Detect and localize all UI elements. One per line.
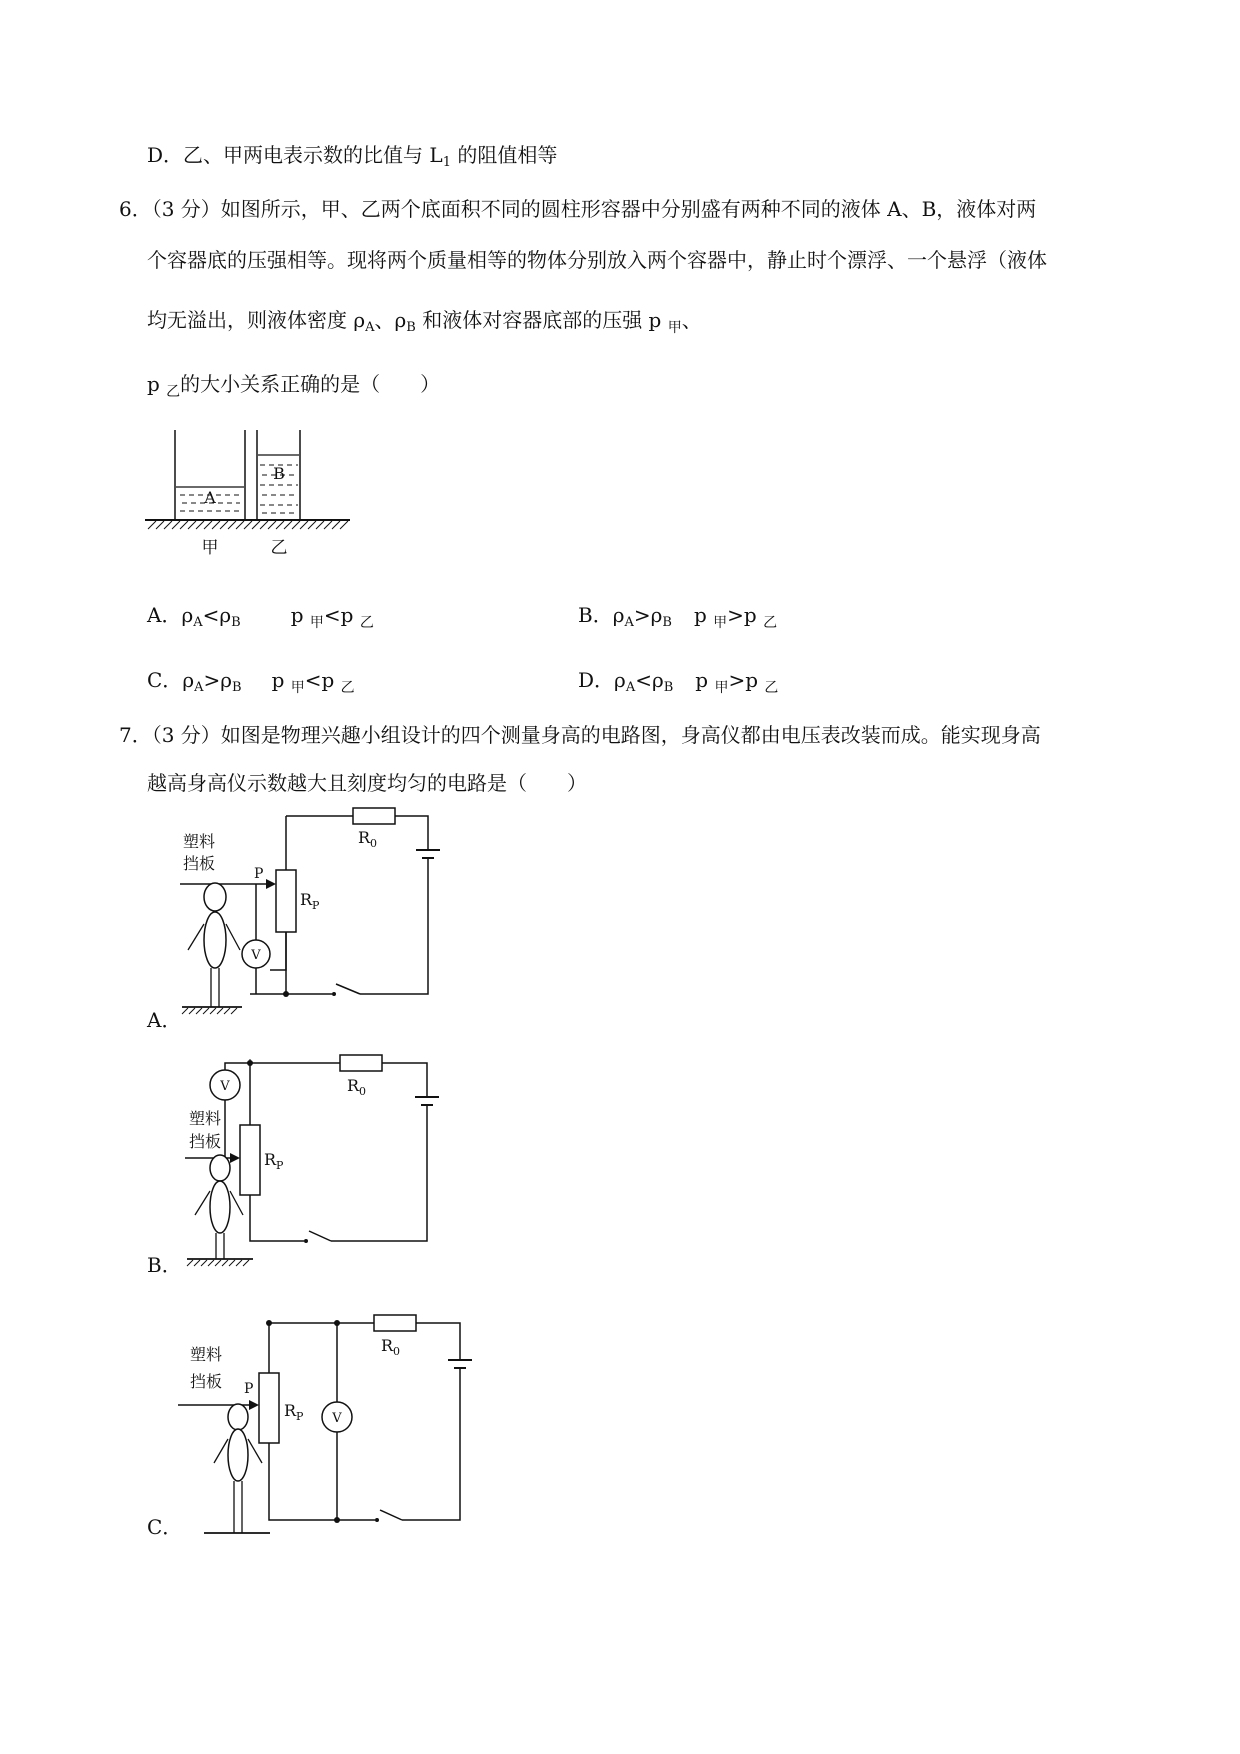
q6-stem-line1: 6．（3 分）如图所示，甲、乙两个底面积不同的圆柱形容器中分别盛有两种不同的液体 A、B，液体对两 xyxy=(119,197,1037,221)
q7-option-b-label: B． xyxy=(147,1253,182,1277)
r0-label: $R_0$ xyxy=(347,1076,367,1098)
liquid-b-label: B xyxy=(273,464,285,483)
q7-stem-line1: 7．（3 分）如图是物理兴趣小组设计的四个测量身高的电路图，身高仪都由电压表改装而成。能实现身高 xyxy=(119,723,1041,747)
plastic-label-bottom: 挡板 xyxy=(189,1372,223,1391)
plastic-label-top: 塑料 xyxy=(188,1109,222,1128)
r0-label: $R_0$ xyxy=(358,828,378,850)
rp-label: $R_P$ xyxy=(284,1401,304,1423)
q7-stem-line2: 越高身高仪示数越大且刻度均匀的电路是（ ） xyxy=(147,771,587,795)
slider-p-label: P xyxy=(254,866,264,882)
rp-label: $R_P$ xyxy=(264,1150,284,1172)
plastic-label-bottom: 挡板 xyxy=(182,854,216,873)
rp-label: $R_P$ xyxy=(300,890,320,912)
voltmeter-label: V xyxy=(220,1079,230,1094)
circuit-diagram-b xyxy=(175,1045,465,1275)
container-left-label: 甲 xyxy=(201,538,219,558)
container-right-label: 乙 xyxy=(270,538,288,558)
circuit-diagram-c xyxy=(170,1305,490,1535)
q6-stem-line2: 个容器底的压强相等。现将两个质量相等的物体分别放入两个容器中，静止时个漂浮、一个悬浮（液体 xyxy=(147,248,1047,272)
q6-stem-line4: p $_乙$的大小关系正确的是（ ） xyxy=(147,372,441,400)
q6-stem-line3: 均无溢出，则液体密度 $\rho_A$、$\rho_B$ 和液体对容器底部的压强 p $_甲$、 xyxy=(147,308,702,336)
liquid-a-label: A xyxy=(204,488,216,507)
circuit-diagram-a xyxy=(160,800,450,1020)
r0-label: $R_0$ xyxy=(381,1336,401,1358)
voltmeter-label: V xyxy=(332,1411,342,1426)
voltmeter-label: V xyxy=(251,948,261,963)
plastic-label-top: 塑料 xyxy=(189,1345,223,1364)
plastic-label-top: 塑料 xyxy=(182,832,216,851)
q6-option-a: A．$\rho_A<\rho_B$ p $_甲$<p $_乙$ xyxy=(147,603,374,631)
q7-option-c-label: C． xyxy=(147,1515,183,1539)
q6-container-figure xyxy=(140,425,360,565)
plastic-label-bottom: 挡板 xyxy=(188,1132,222,1151)
q6-option-d: D．$\rho_A<\rho_B$ p $_甲$>p $_乙$ xyxy=(578,668,779,696)
q6-option-c: C．$\rho_A>\rho_B$ p $_甲$<p $_乙$ xyxy=(147,668,355,696)
q6-option-b: B．$\rho_A>\rho_B$ p $_甲$>p $_乙$ xyxy=(578,603,778,631)
slider-p-label: P xyxy=(244,1381,254,1397)
q7-option-a-label: A． xyxy=(147,1008,182,1032)
q5-option-d: D．乙、甲两电表示数的比值与 $L_1$ 的阻值相等 xyxy=(147,143,558,170)
